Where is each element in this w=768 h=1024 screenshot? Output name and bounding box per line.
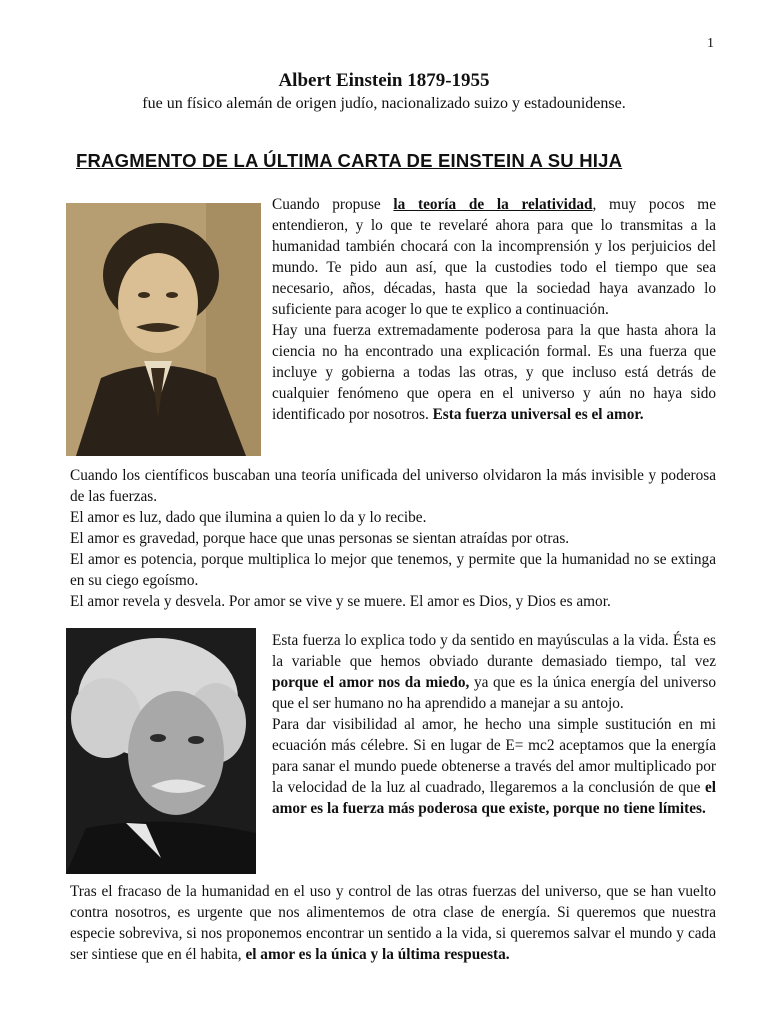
text-line: Cuando los científicos buscaban una teoría unificada del universo olvidaron la más invisible y poderosa de las fuerzas. bbox=[70, 467, 716, 505]
page-subtitle: fue un físico alemán de origen judío, nacionalizado suizo y estadounidense. bbox=[142, 95, 626, 112]
relativity-link-text: la teoría de la relatividad bbox=[393, 196, 593, 213]
love-definitions bbox=[70, 465, 716, 612]
text-line: El amor es potencia, porque multiplica lo mejor que tenemos, y permite que la humanidad no se extinga en su ciego egoísmo. bbox=[70, 551, 716, 589]
paragraph: Hay una fuerza extremadamente poderosa para la que hasta ahora la ciencia no ha encontrado una explicación formal. Es una fuerza que incluye y gobierna a todas las otras, y que incluso está detrás de cualquier fenómeno que opera en el universo y aún no haya sido identificado por nosotros. Esta fuerza universal es el amor. bbox=[272, 322, 716, 423]
text-line: El amor es luz, dado que ilumina a quien lo da y lo recibe. bbox=[70, 509, 427, 526]
page-number: 1 bbox=[707, 36, 714, 51]
intro-text bbox=[272, 194, 716, 425]
einstein-portrait-bw bbox=[66, 628, 256, 874]
paragraph: Tras el fracaso de la humanidad en el uso y control de las otras fuerzas del universo, que se han vuelto contra nosotros, es urgente que nos alimentemos de otra clase de energía. Si queremos que nuestra especie sobreviva, si nos proponemos encontrar un sentido a la vida, si queremos salvar el mundo y cada ser sintiese que en él habita, el amor es la única y la última respuesta. bbox=[70, 883, 716, 963]
einstein-portrait-sepia bbox=[66, 203, 261, 456]
section-title: FRAGMENTO DE LA ÚLTIMA CARTA DE EINSTEIN A SU HIJA bbox=[76, 150, 623, 171]
energy-text bbox=[272, 630, 716, 819]
text-line: El amor es gravedad, porque hace que unas personas se sientan atraídas por otras. bbox=[70, 530, 570, 547]
text-line: El amor revela y desvela. Por amor se vive y se muere. El amor es Dios, y Dios es amor. bbox=[70, 593, 611, 610]
paragraph: Para dar visibilidad al amor, he hecho una simple sustitución en mi ecuación más célebre. Si en lugar de E= mc2 aceptamos que la energía para sanar el mundo puede obtenerse a través del amor multiplicado por la velocidad de la luz al cuadrado, llegaremos a la conclusión de que el amor es la fuerza más poderosa que existe, porque no tiene límites. bbox=[272, 716, 716, 817]
paragraph: Cuando propuse la teoría de la relatividad, muy pocos me entendieron, y lo que te revelaré ahora para que lo transmitas a la humanidad también chocará con la incomprensión y los perjuicios del mundo. Te pido aun así, que la custodies todo el tiempo que sea necesario, años, décadas, hasta que la sociedad haya avanzado lo suficiente para acoger lo que te explico a continuación. bbox=[272, 196, 716, 318]
conclusion-text bbox=[70, 881, 716, 965]
page-title: Albert Einstein 1879-1955 bbox=[278, 70, 490, 91]
paragraph: Esta fuerza lo explica todo y da sentido en mayúsculas a la vida. Ésta es la variable que hemos obviado durante demasiado tiempo, tal vez porque el amor nos da miedo, ya que es la única energía del universo que el ser humano no ha aprendido a manejar a su antojo. bbox=[272, 632, 716, 712]
